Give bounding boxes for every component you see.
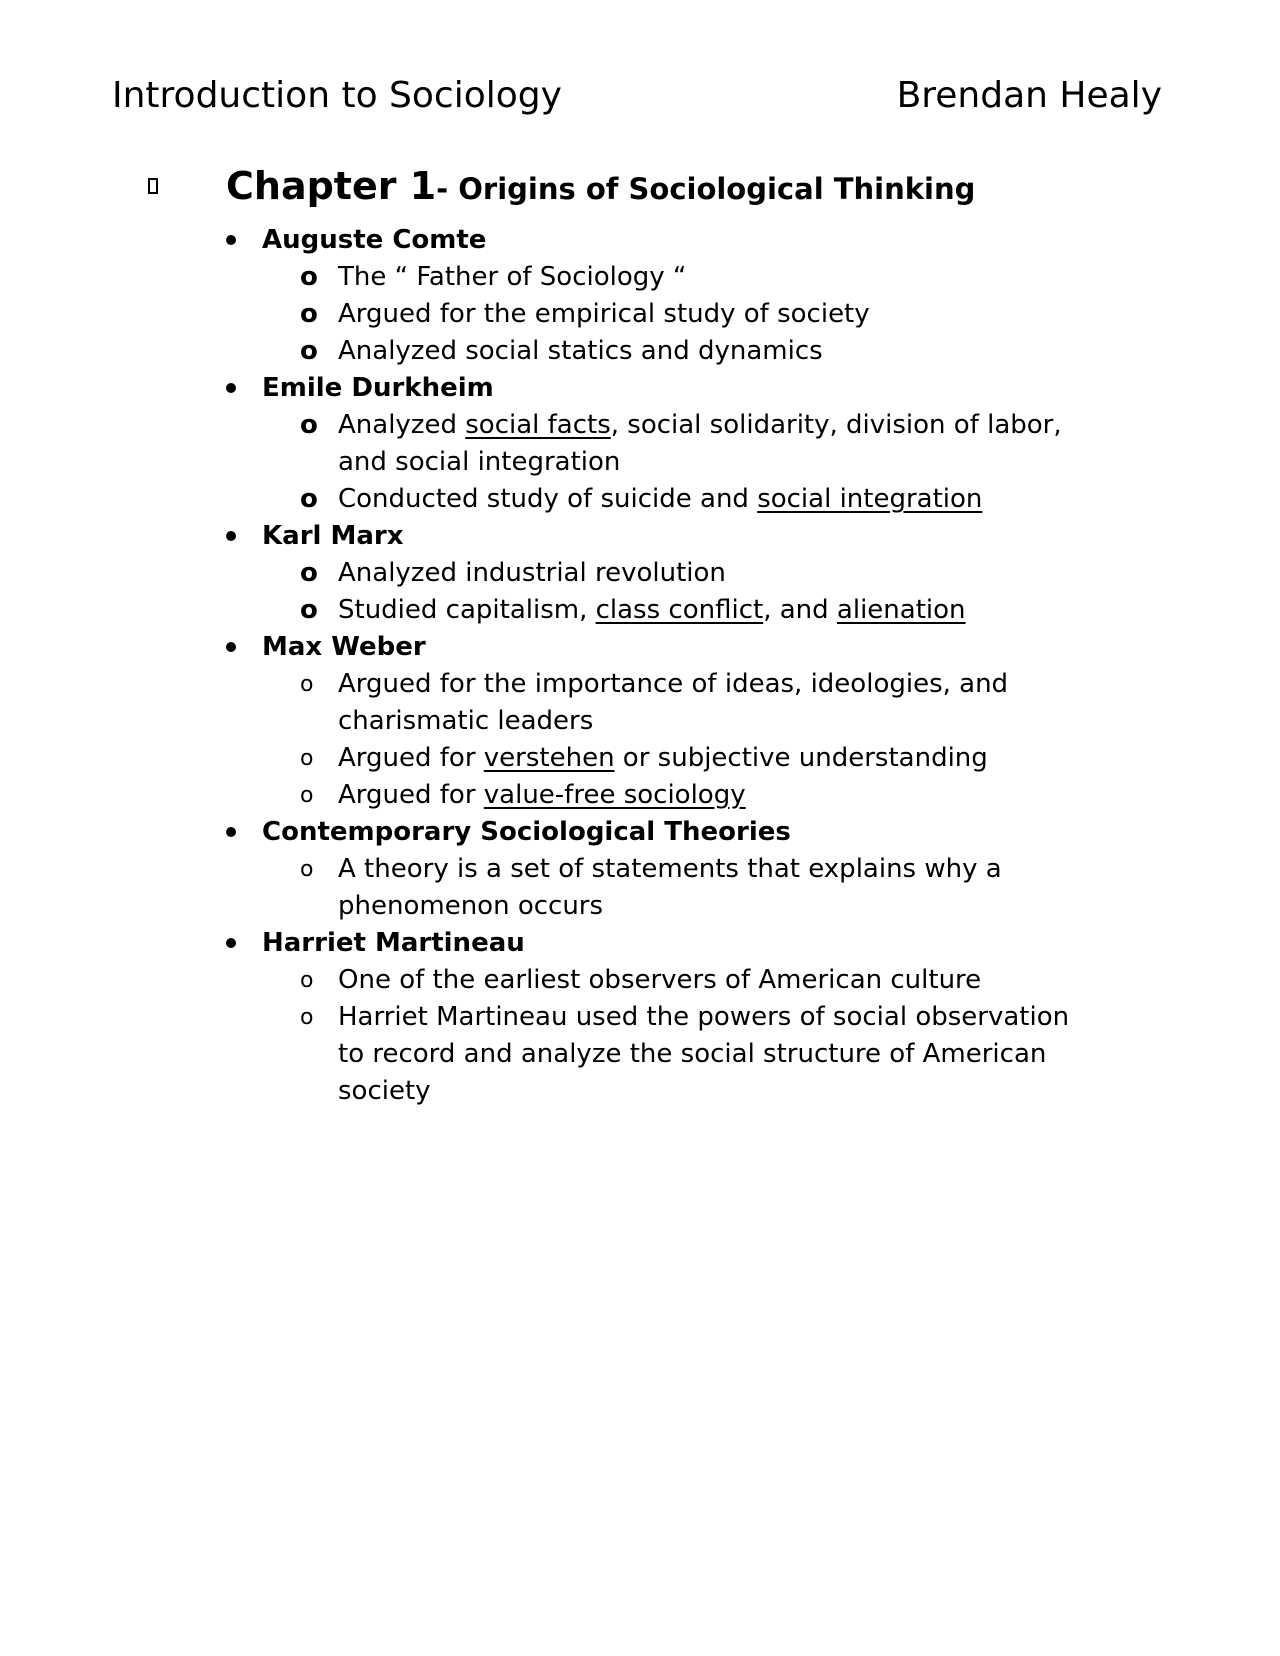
item-text: Analyzed social statics and dynamics [338,336,823,366]
section-heading [222,370,1102,407]
item-text: Analyzed industrial revolution [338,558,726,588]
list-item [222,740,1102,777]
item-text: , social solidarity, division of labor, and social integration [338,410,1062,477]
sub-bullet-icon: o [300,672,314,697]
sub-bullet-icon: o [300,558,318,588]
list-item [222,666,1102,740]
chapter-subtitle: - Origins of Sociological Thinking [436,172,976,206]
list-item [222,481,1102,518]
item-text: Argued for the empirical study of society [338,299,870,329]
section-heading [222,222,1102,259]
item-text: Argued for [338,780,484,810]
bullet-icon [226,531,236,541]
sub-bullet-icon: o [300,484,318,514]
missing-glyph-icon [148,178,158,194]
section-name: Auguste Comte [262,225,487,255]
underlined-term: value-free sociology [483,780,746,810]
item-text: Analyzed [338,410,466,440]
sub-bullet-icon: o [300,410,318,440]
underlined-term: social integration [757,484,983,514]
item-text: Conducted study of suicide and [338,484,758,514]
section-name: Emile Durkheim [262,373,494,403]
document-header [112,72,1162,120]
sub-bullet-icon: o [300,746,314,771]
list-item [222,333,1102,370]
item-text: Argued for the importance of ideas, ideologies, and charismatic leaders [338,669,1009,736]
sub-bullet-icon: o [300,968,314,993]
item-text: Harriet Martineau used the powers of social observation to record and analyze the social structure of American society [338,1002,1070,1106]
list-item [222,555,1102,592]
section-name: Contemporary Sociological Theories [262,817,791,847]
item-text: or subjective understanding [614,743,988,773]
list-item [222,592,1102,629]
sub-bullet-icon: o [300,262,318,292]
author-name: Brendan Healy [896,75,1162,116]
underlined-term: class conflict [595,595,764,625]
bullet-icon [226,642,236,652]
item-text: Studied capitalism, [338,595,596,625]
section-heading [222,925,1102,962]
section-name: Max Weber [262,632,426,662]
sub-bullet-icon: o [300,783,314,808]
item-text: The “ Father of Sociology “ [338,262,687,292]
section-heading [222,629,1102,666]
bullet-icon [226,827,236,837]
underlined-term: verstehen [483,743,615,773]
chapter-title [226,164,975,208]
outline-section [222,629,1102,814]
bullet-icon [226,235,236,245]
list-item [222,777,1102,814]
item-text: One of the earliest observers of American culture [338,965,982,995]
sub-bullet-icon: o [300,595,318,625]
outline-section [222,370,1102,518]
list-item [222,999,1102,1110]
underlined-term: alienation [836,595,966,625]
outline-section [222,518,1102,629]
item-text: Argued for [338,743,484,773]
sub-bullet-icon: o [300,336,318,366]
list-item [222,407,1102,481]
list-item [222,851,1102,925]
bullet-icon [226,938,236,948]
section-name: Harriet Martineau [262,928,525,958]
bullet-icon [226,383,236,393]
list-item [222,962,1102,999]
list-item [222,296,1102,333]
sub-bullet-icon: o [300,299,318,329]
section-heading [222,518,1102,555]
chapter-heading [148,164,1148,214]
item-text: A theory is a set of statements that explains why a phenomenon occurs [338,854,1002,921]
chapter-number: Chapter 1 [226,164,437,208]
list-item [222,259,1102,296]
outline-section [222,222,1102,370]
outline-list [222,222,1102,1110]
section-name: Karl Marx [262,521,404,551]
section-heading [222,814,1102,851]
underlined-term: social facts [465,410,611,440]
outline-section [222,925,1102,1110]
sub-bullet-icon: o [300,1005,314,1030]
sub-bullet-icon: o [300,857,314,882]
outline-section [222,814,1102,925]
course-title: Introduction to Sociology [112,75,562,116]
item-text: , and [763,595,837,625]
